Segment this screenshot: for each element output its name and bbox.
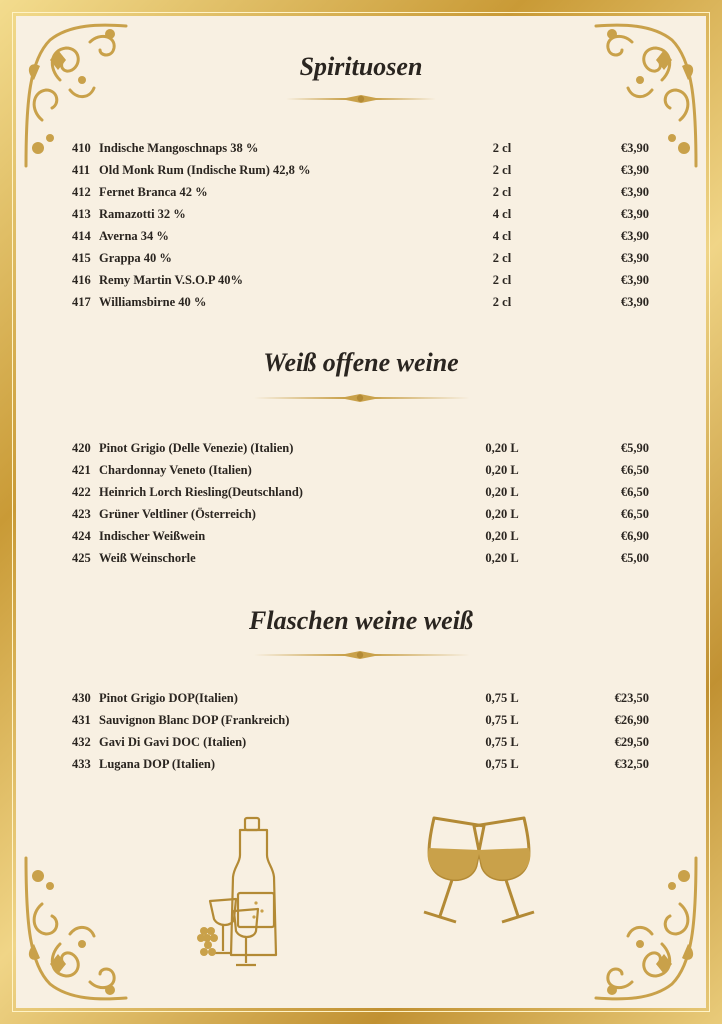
item-number: 416 [72, 273, 91, 287]
item-name: Lugana DOP (Italien) [99, 757, 215, 771]
item-number: 410 [72, 141, 91, 155]
item-number: 431 [72, 713, 91, 727]
item-number: 413 [72, 207, 91, 221]
item-size: 0,20 L [485, 441, 519, 455]
menu-item [0, 273, 722, 293]
item-name: Old Monk Rum (Indische Rum) 42,8 % [99, 163, 311, 177]
item-price: €6,50 [620, 507, 649, 521]
item-number: 412 [72, 185, 91, 199]
menu-item [0, 507, 722, 527]
menu-item [0, 529, 722, 549]
item-name: Fernet Branca 42 % [99, 185, 208, 199]
item-number: 420 [72, 441, 91, 455]
item-size: 0,75 L [485, 713, 519, 727]
menu-item [0, 441, 722, 461]
item-size: 2 cl [492, 273, 512, 287]
menu-item [0, 691, 722, 711]
menu-item [0, 185, 722, 205]
item-name: Averna 34 % [99, 229, 169, 243]
item-price: €29,50 [614, 735, 649, 749]
item-price: €3,90 [620, 229, 649, 243]
item-price: €3,90 [620, 163, 649, 177]
item-name: Indischer Weißwein [99, 529, 206, 543]
menu-item [0, 735, 722, 755]
item-size: 0,20 L [485, 529, 519, 543]
menu-item [0, 141, 722, 161]
item-price: €3,90 [620, 185, 649, 199]
item-name: Grappa 40 % [99, 251, 172, 265]
item-price: €3,90 [620, 273, 649, 287]
item-number: 417 [72, 295, 91, 309]
corner-ornament-icon-bottom-right [592, 854, 702, 1004]
item-price: €3,90 [620, 207, 649, 221]
item-size: 2 cl [492, 141, 512, 155]
item-size: 4 cl [492, 207, 512, 221]
item-price: €26,90 [614, 713, 649, 727]
section-title-spirituosen: Spirituosen [299, 52, 423, 81]
item-name: Indische Mangoschnaps 38 % [99, 141, 259, 155]
menu-item [0, 485, 722, 505]
menu-item [0, 207, 722, 227]
item-price: €6,50 [620, 463, 649, 477]
item-size: 0,75 L [485, 691, 519, 705]
item-number: 421 [72, 463, 91, 477]
item-number: 414 [72, 229, 91, 243]
item-name: Grüner Veltliner (Österreich) [99, 507, 256, 521]
item-price: €6,50 [620, 485, 649, 499]
item-size: 0,20 L [485, 507, 519, 521]
section-title-weiss-offene-weine: Weiß offene weine [263, 348, 459, 377]
item-size: 2 cl [492, 295, 512, 309]
menu-item [0, 551, 722, 571]
item-size: 4 cl [492, 229, 512, 243]
item-number: 411 [72, 163, 91, 177]
menu-item [0, 463, 722, 483]
item-price: €32,50 [614, 757, 649, 771]
item-price: €3,90 [620, 295, 649, 309]
item-price: €3,90 [620, 141, 649, 155]
menu-item [0, 251, 722, 271]
menu-item [0, 229, 722, 249]
item-number: 422 [72, 485, 91, 499]
item-size: 0,75 L [485, 735, 519, 749]
item-name: Sauvignon Blanc DOP (Frankreich) [99, 713, 290, 727]
item-size: 0,20 L [485, 463, 519, 477]
item-number: 432 [72, 735, 91, 749]
item-number: 415 [72, 251, 91, 265]
item-name: Pinot Grigio DOP(Italien) [99, 691, 238, 705]
item-name: Pinot Grigio (Delle Venezie) (Italien) [99, 441, 294, 455]
item-size: 2 cl [492, 185, 512, 199]
item-number: 424 [72, 529, 91, 543]
item-number: 430 [72, 691, 91, 705]
menu-item [0, 295, 722, 315]
item-number: 425 [72, 551, 91, 565]
item-size: 0,20 L [485, 485, 519, 499]
item-name: Heinrich Lorch Riesling(Deutschland) [99, 485, 303, 499]
item-name: Gavi Di Gavi DOC (Italien) [99, 735, 247, 749]
menu-item [0, 713, 722, 733]
item-price: €5,00 [620, 551, 649, 565]
corner-ornament-icon-bottom-left [20, 854, 130, 1004]
menu-item [0, 163, 722, 183]
item-name: Chardonnay Veneto (Italien) [99, 463, 252, 477]
divider-ornament-icon [250, 393, 470, 403]
section-title-flaschen-weine-weiss: Flaschen weine weiß [249, 606, 473, 635]
wine-bottle-icon [196, 815, 290, 970]
item-name: Ramazotti 32 % [99, 207, 186, 221]
item-number: 423 [72, 507, 91, 521]
wine-glasses-toast-icon [414, 812, 544, 932]
item-name: Williamsbirne 40 % [99, 295, 207, 309]
item-size: 2 cl [492, 163, 512, 177]
item-price: €23,50 [614, 691, 649, 705]
item-price: €5,90 [620, 441, 649, 455]
item-name: Remy Martin V.S.O.P 40% [99, 273, 243, 287]
divider-ornament-icon [286, 94, 436, 104]
item-number: 433 [72, 757, 91, 771]
divider-ornament-icon [250, 650, 470, 660]
item-price: €6,90 [620, 529, 649, 543]
item-price: €3,90 [620, 251, 649, 265]
item-size: 0,75 L [485, 757, 519, 771]
item-name: Weiß Weinschorle [99, 551, 196, 565]
item-size: 0,20 L [485, 551, 519, 565]
item-size: 2 cl [492, 251, 512, 265]
menu-item [0, 757, 722, 777]
